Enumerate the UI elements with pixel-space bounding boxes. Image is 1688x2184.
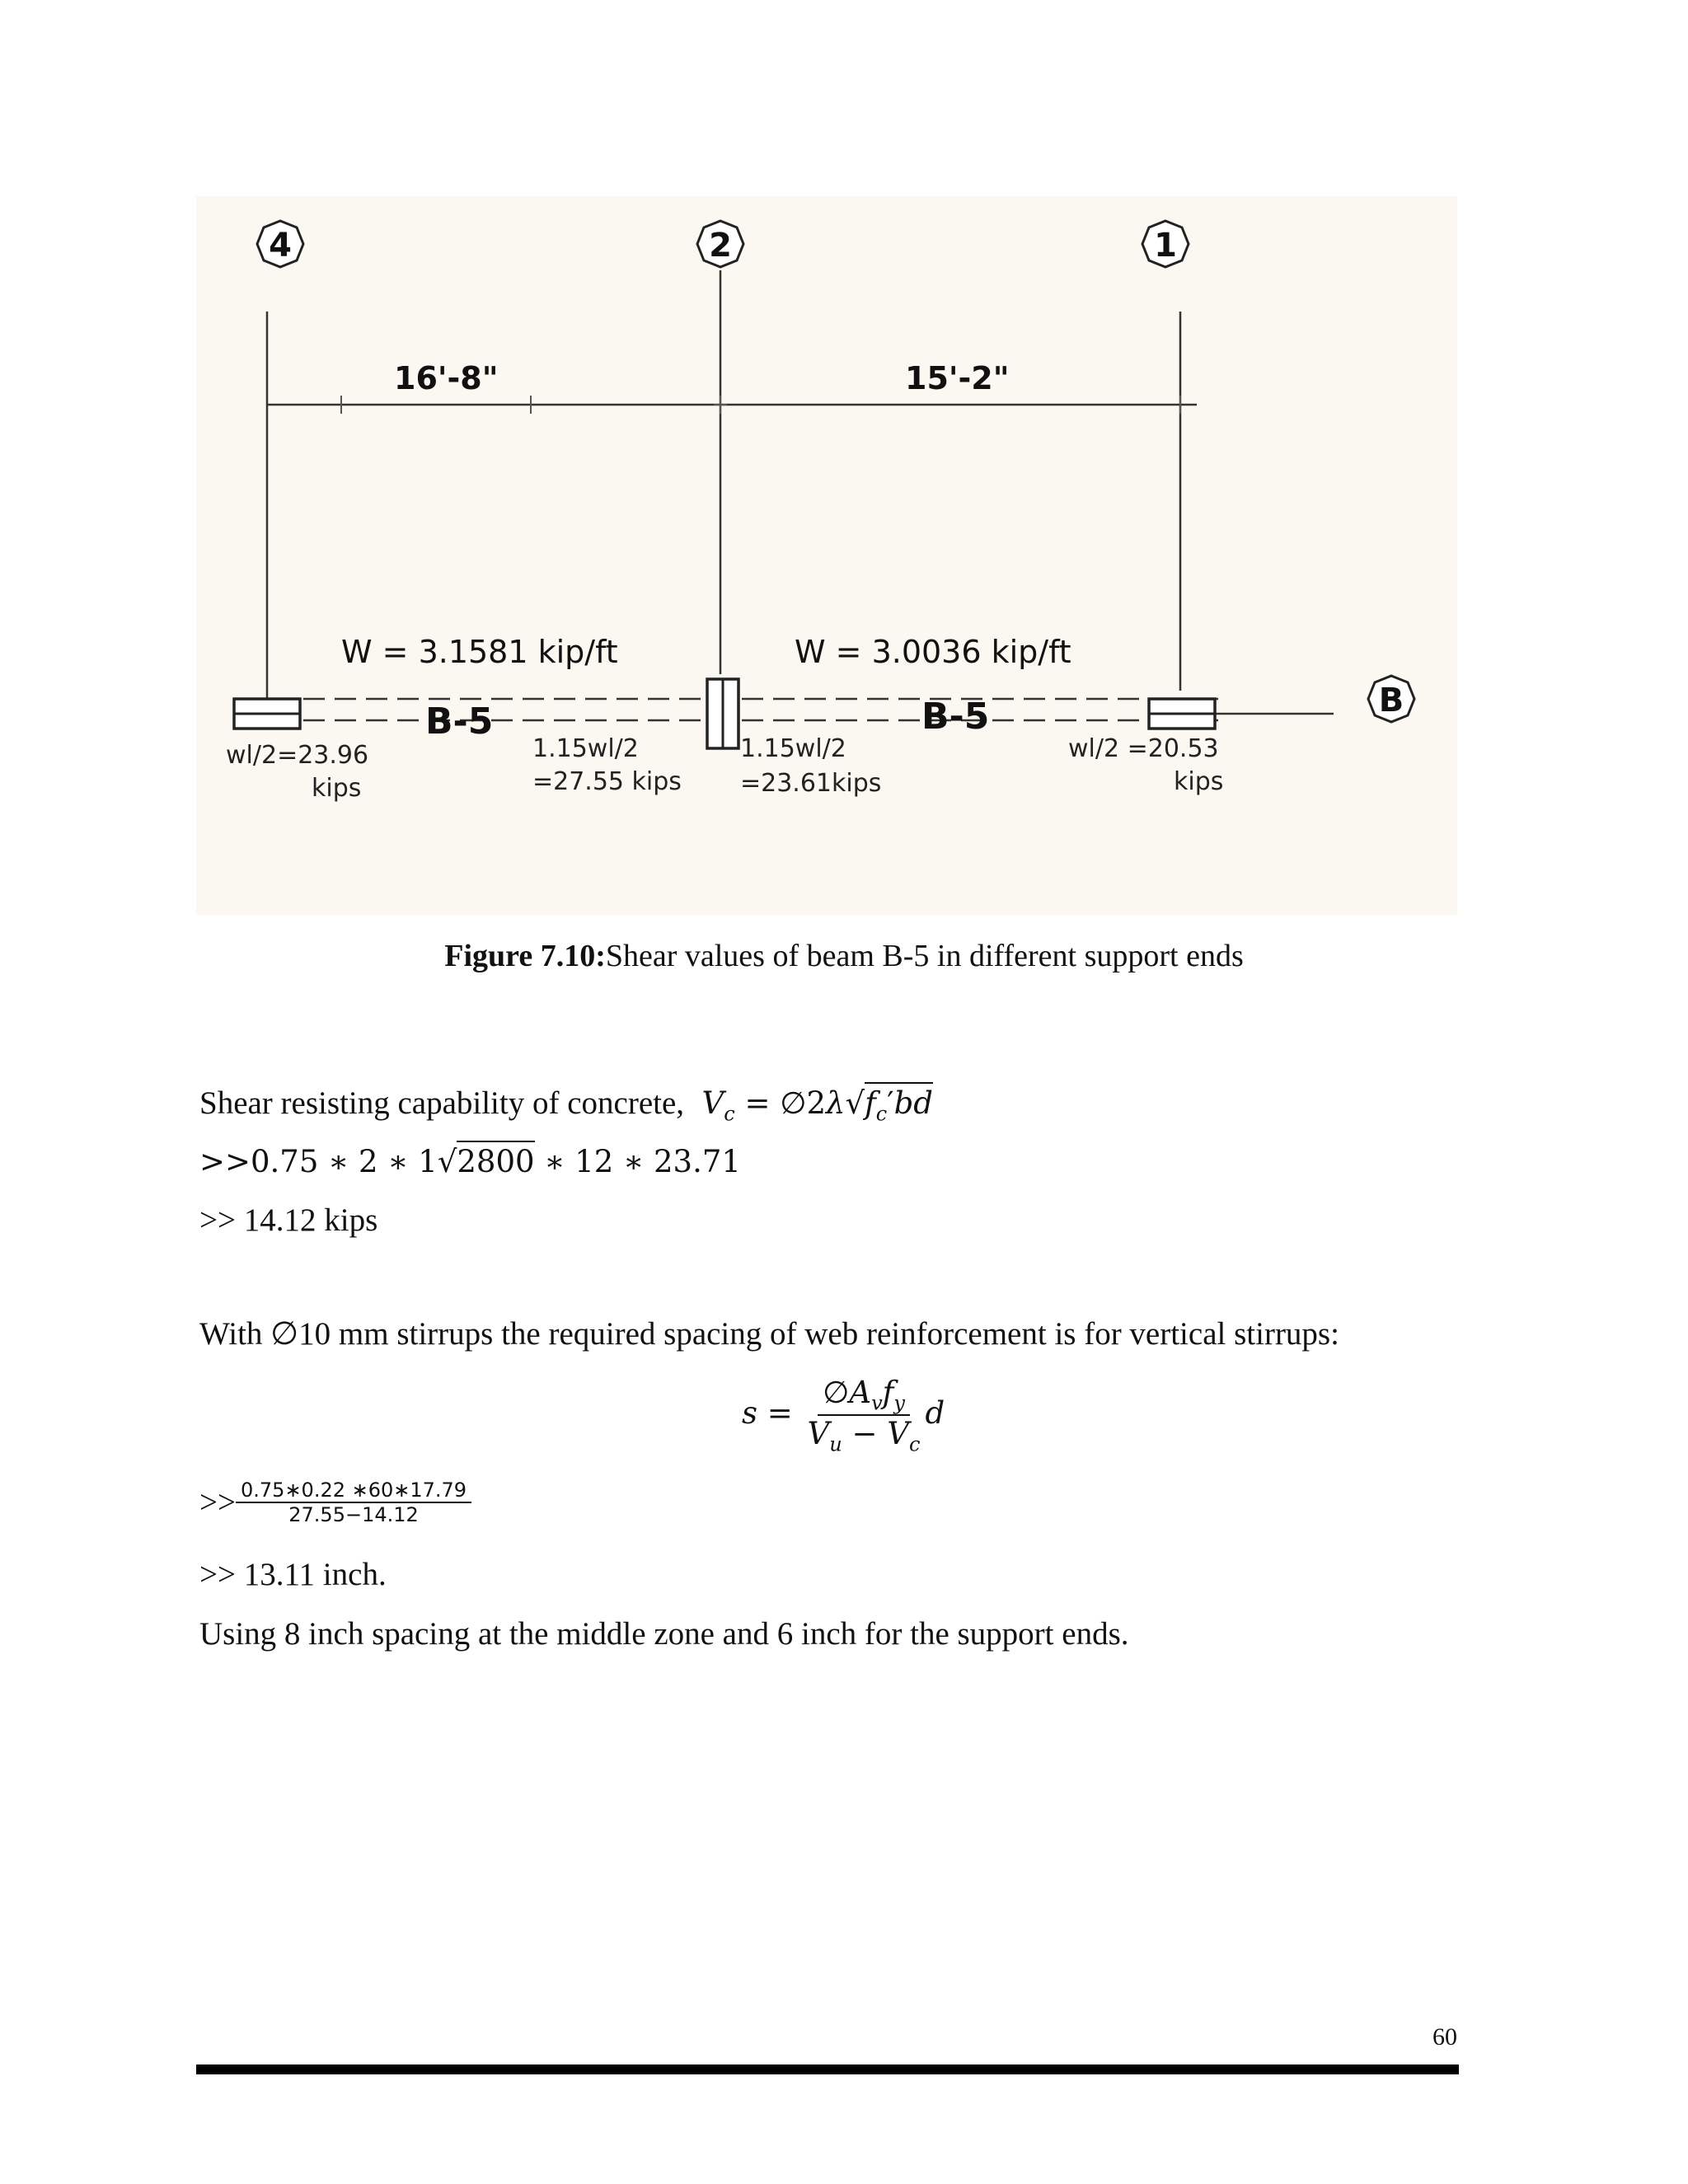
spacing-fraction — [236, 1479, 471, 1526]
vc-calc-suffix: ∗ 12 ∗ 23.71 — [534, 1144, 741, 1179]
grid-label-4: 4 — [269, 227, 292, 265]
span-label-right: 15'-2" — [905, 360, 1010, 396]
vc-intro-text: Shear resisting capability of concrete, — [199, 1085, 685, 1121]
grid-label-B: B — [1378, 682, 1404, 719]
figure-caption — [0, 938, 1688, 974]
vc-result-line: >> 14.12 kips — [199, 1202, 378, 1238]
caption-text: Shear values of beam B-5 in different support ends — [605, 939, 1244, 973]
load-label-left: W = 3.1581 kip/ft — [341, 634, 618, 670]
spacing-result-line: >> 13.11 inch. — [199, 1557, 387, 1592]
shear-mid-right-line2: =23.61kips — [740, 769, 882, 798]
spacing-prefix: >> — [199, 1484, 236, 1521]
beam-plan-diagram — [196, 196, 1457, 915]
beam-label-left: B-5 — [425, 701, 494, 743]
shear-mid-left-line2: =27.55 kips — [532, 767, 682, 796]
span-label-left: 16'-8" — [394, 360, 499, 396]
spacing-formula: s = $\frac{\emptyset A_vf_y}{V_u - V_c}$ d — [742, 1375, 945, 1456]
beam-shear-figure — [196, 196, 1457, 915]
spacing-denominator: 27.55−14.12 — [288, 1503, 419, 1526]
page-number: 60 — [1432, 2023, 1457, 2050]
spacing-numerator: 0.75∗0.22 ∗60∗17.79 — [236, 1479, 471, 1503]
shear-mid-right-line1: 1.15wl/2 — [740, 734, 846, 763]
caption-label: Figure 7.10: — [444, 939, 606, 973]
shear-right-line1: wl/2 =20.53 — [1068, 734, 1219, 763]
grid-label-1: 1 — [1154, 227, 1177, 265]
grid-label-2: 2 — [709, 227, 732, 265]
beam-label-right: B-5 — [921, 696, 990, 738]
vc-calc-prefix: >>0.75 ∗ 2 ∗ 1 — [199, 1144, 438, 1179]
footer-rule — [196, 2064, 1459, 2074]
vc-formula: $V_c$ = $\emptyset 2\lambda√f_c'bd$ — [692, 1085, 933, 1121]
shear-right-line2: kips — [1174, 767, 1224, 796]
conclusion-text: Using 8 inch spacing at the middle zone and 6 inch for the support ends. — [199, 1616, 1129, 1652]
vc-formula-line — [199, 1085, 933, 1125]
shear-mid-left-line1: 1.15wl/2 — [532, 734, 639, 763]
shear-left-line1: wl/2=23.96 — [226, 741, 369, 770]
load-label-right: W = 3.0036 kip/ft — [795, 634, 1071, 670]
shear-left-line2: kips — [312, 774, 362, 803]
vc-calc-root: 2800 — [457, 1141, 534, 1179]
vc-calc-line: >>0.75 ∗ 2 ∗ 1√2800 ∗ 12 ∗ 23.71 — [199, 1144, 741, 1179]
stirrup-text: With ∅10 mm stirrups the required spacing of web reinforcement is for vertical stirrups: — [199, 1316, 1339, 1352]
spacing-calc-line — [199, 1479, 471, 1526]
